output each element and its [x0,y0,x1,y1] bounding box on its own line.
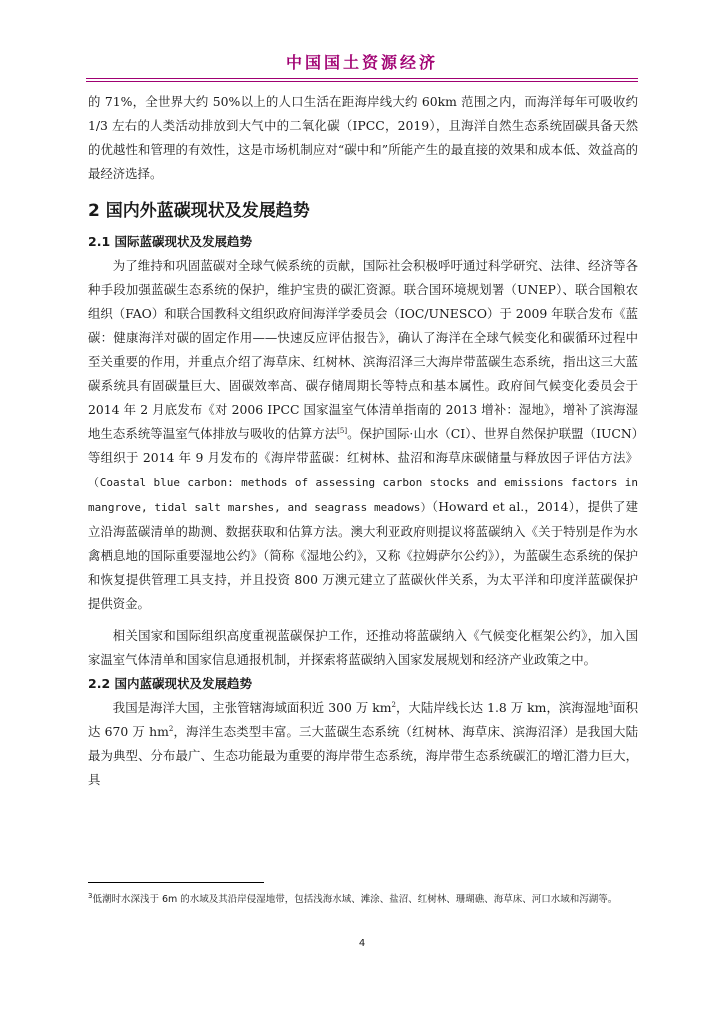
section-2-title: 2 国内外蓝碳现状及发展趋势 [88,201,310,221]
footnote [88,890,638,910]
footnote-text: 低潮时水深浅于 6m 的水域及其沿岸侵湿地带，包括浅海水域、滩涂、盐沼、红树林、珊瑚礁、海草床、河口水域和泻湖等。 [92,894,618,905]
p22-part-c: 面积达 670 万 hm [88,700,639,739]
paragraph-2-1-a-text: 为了维持和巩固蓝碳对全球气候系统的贡献，国际社会积极呼吁通过科学研究、法律、经济等各种手段加强蓝碳生态系统的保护，维护宝贵的碳汇资源。联合国环境规划署（UNEP）、联合国粮农组织（FAO）和联合国教科文组织政府间海洋学委员会（IOC/UNESCO）于 2009 年联合发布《蓝碳：健康海洋对碳的固定作用——快速反应评估报告》，确认了海洋在全球气候变化和碳循环过程中至关重要的作用，并重点介绍了海草床、红树林、滨海沼泽三大海岸带蓝碳生态系统，指出这三大蓝碳系统具有固碳量巨大、固碳效率高、碳存储周期长等特点和基本属性。政府间气候变化委员会于 2014 年 2 月底发布《对 2006 IPCC 国家温室气体清单指南的 2013 增补：湿地》，增补了滨海湿地生态系统等温室气体排放与吸收的估算方法 [88,258,638,441]
section-2-1-title: 2.1 国际蓝碳现状及发展趋势 [88,234,252,249]
p22-part-a: 我国是海洋大国，主张管辖海域面积近 300 万 km [112,700,392,715]
paragraph-2-1-a [88,254,638,616]
page-number: 4 [358,938,366,949]
footnote-rule [88,882,264,883]
article-body [88,90,638,792]
journal-header: 中国国土资源经济 [285,53,438,72]
citation-ref-5: [5] [337,426,348,435]
header-rule-top [86,78,638,79]
english-title: （Coastal blue carbon: methods of assessing carbon stocks and emissions factors in mangrove, tidal salt marshes, and seagrass meadows） [88,476,638,514]
superscript-2: 2 [391,700,396,709]
footnote-ref-3: 3 [608,700,614,709]
header-rule-bottom [86,81,638,82]
paragraph-2-1-b: 相关国家和国际组织高度重视蓝碳保护工作，还推动将蓝碳纳入《气候变化框架公约》，加入国家温室气体清单和国家信息通报机制，并探索将蓝碳纳入国家发展规划和经济产业政策之中。 [88,628,638,667]
paragraph-2-1-a-end: （Howard et al.，2014），提供了建立沿海蓝碳清单的勘测、数据获取和估算方法。澳大利亚政府则提议将蓝碳纳入《关于特别是作为水禽栖息地的国际重要湿地公约》（简称《湿地公约》，又称《拉姆萨尔公约》），为蓝碳生态系统的保护和恢复提供管理工具支持，并且投资 800 万澳元建立了蓝碳伙伴关系，为太平洋和印度洋蓝碳保护提供资金。 [88,499,638,611]
p22-part-d: ，海洋生态类型丰富。三大蓝碳生态系统（红树林、海草床、滨海沼泽）是我国大陆最为典型、分布最广、生态功能最为重要的海岸带生态系统，海岸带生态系统碳汇的增汇潜力巨大，具 [88,724,638,787]
paragraph-gap [88,616,638,624]
intro-paragraph: 的 71%，全世界大约 50%以上的人口生活在距海岸线大约 60km 范围之内，而海洋每年可吸收约 1/3 左右的人类活动排放到大气中的二氧化碳（IPCC，2019），且海洋自然生态系统固碳具备天然的优越性和管理的有效性，这是市场机制应对“碳中和”所能产生的最直接的效果和成本低、效益高的最经济选择。 [88,94,638,181]
section-2-2-title: 2.2 国内蓝碳现状及发展趋势 [88,676,252,691]
footnote-mark: 3 [88,891,93,900]
superscript-2b: 2 [168,724,174,733]
paragraph-2-2 [88,696,638,792]
paragraph-2-1-a-cont: 。保护国际·山水（CI）、世界自然保护联盟（IUCN）等组织于 2014 年 9 月发布的《海岸带蓝碳：红树林、盐沼和海草床碳储量与释放因子评估方法》 [88,426,639,465]
p22-part-b: ，大陆岸线长达 1.8 万 km，滨海湿地 [395,700,609,715]
